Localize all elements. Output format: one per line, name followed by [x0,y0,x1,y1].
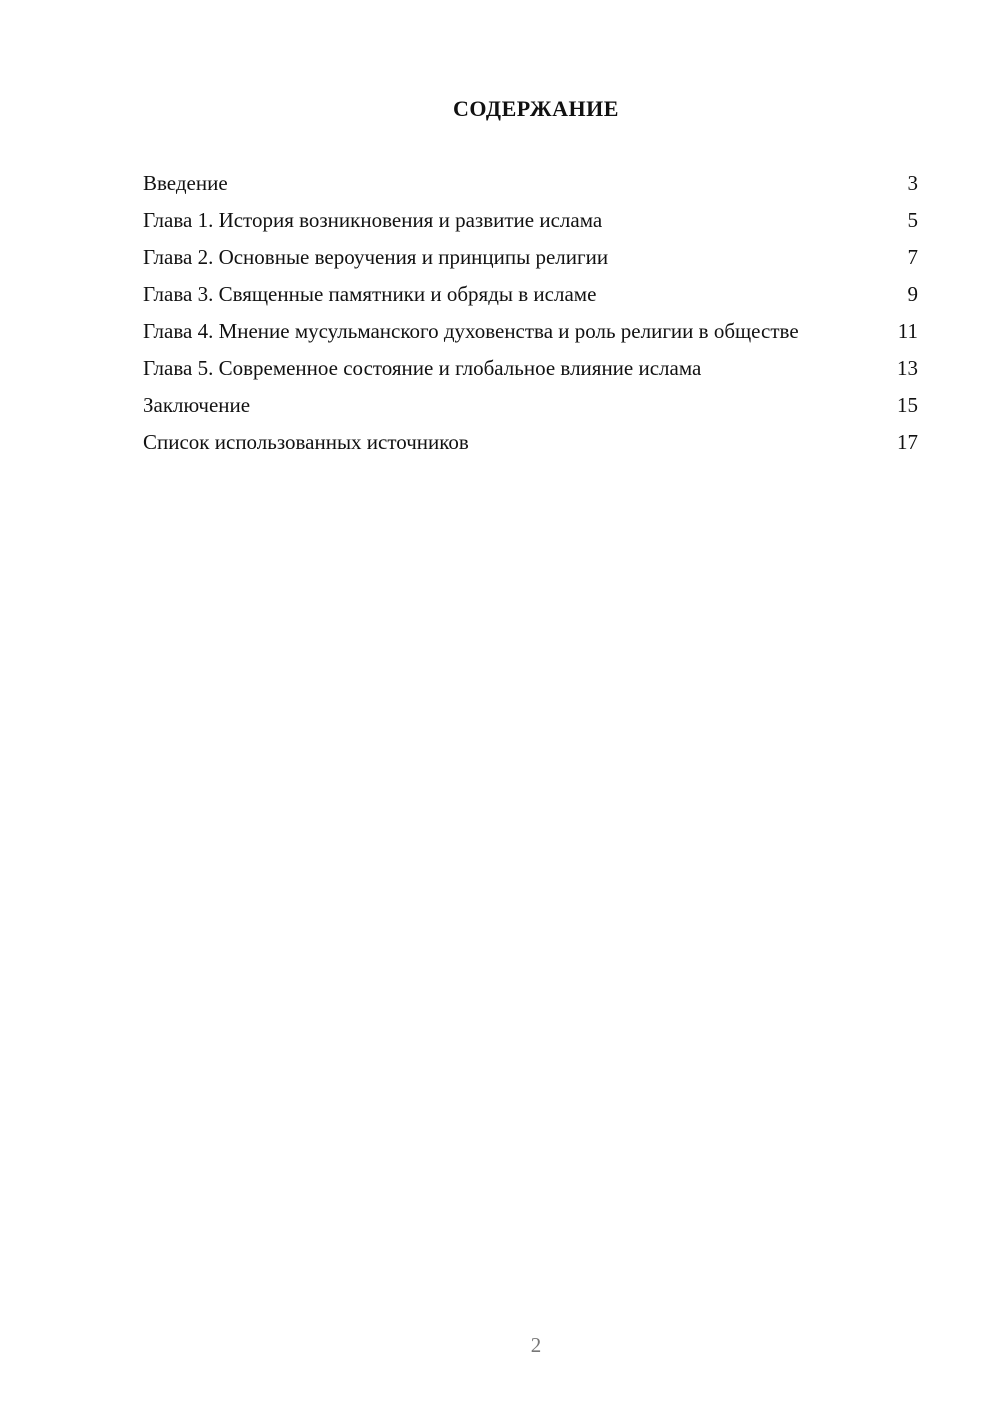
toc-entry-title: Глава 1. История возникновения и развитие ислама [143,208,603,232]
toc-entry-conclusion [143,392,918,419]
toc-entry-introduction [143,170,918,197]
toc-entry-chapter-2 [143,244,918,271]
toc-entry-title: Введение [143,171,228,195]
toc-entry-page: 13 [897,356,918,380]
toc-entry-title: Глава 2. Основные вероучения и принципы религии [143,245,609,269]
toc-entry-page: 15 [897,393,918,417]
toc-entry-chapter-4 [143,318,918,345]
toc-entry-page: 3 [907,171,918,195]
toc-entry-references [143,429,918,456]
table-of-contents [143,170,918,466]
toc-entry-page: 7 [907,245,918,269]
toc-entry-chapter-1 [143,207,918,234]
toc-entry-title: Список использованных источников [143,430,469,454]
toc-entry-page: 9 [907,282,918,306]
toc-entry-chapter-3 [143,281,918,308]
toc-entry-title: Глава 3. Священные памятники и обряды в исламе [143,282,597,306]
toc-entry-page: 5 [907,208,918,232]
page-number: 2 [530,1333,542,1357]
toc-entry-chapter-5 [143,355,918,382]
toc-entry-page: 17 [897,430,918,454]
toc-entry-title: Заключение [143,393,251,417]
toc-entry-title: Глава 5. Современное состояние и глобальное влияние ислама [143,356,702,380]
toc-entry-page: 11 [897,319,918,343]
toc-heading: СОДЕРЖАНИЕ [453,96,619,121]
toc-entry-title: Глава 4. Мнение мусульманского духовенства и роль религии в обществе [143,319,799,343]
